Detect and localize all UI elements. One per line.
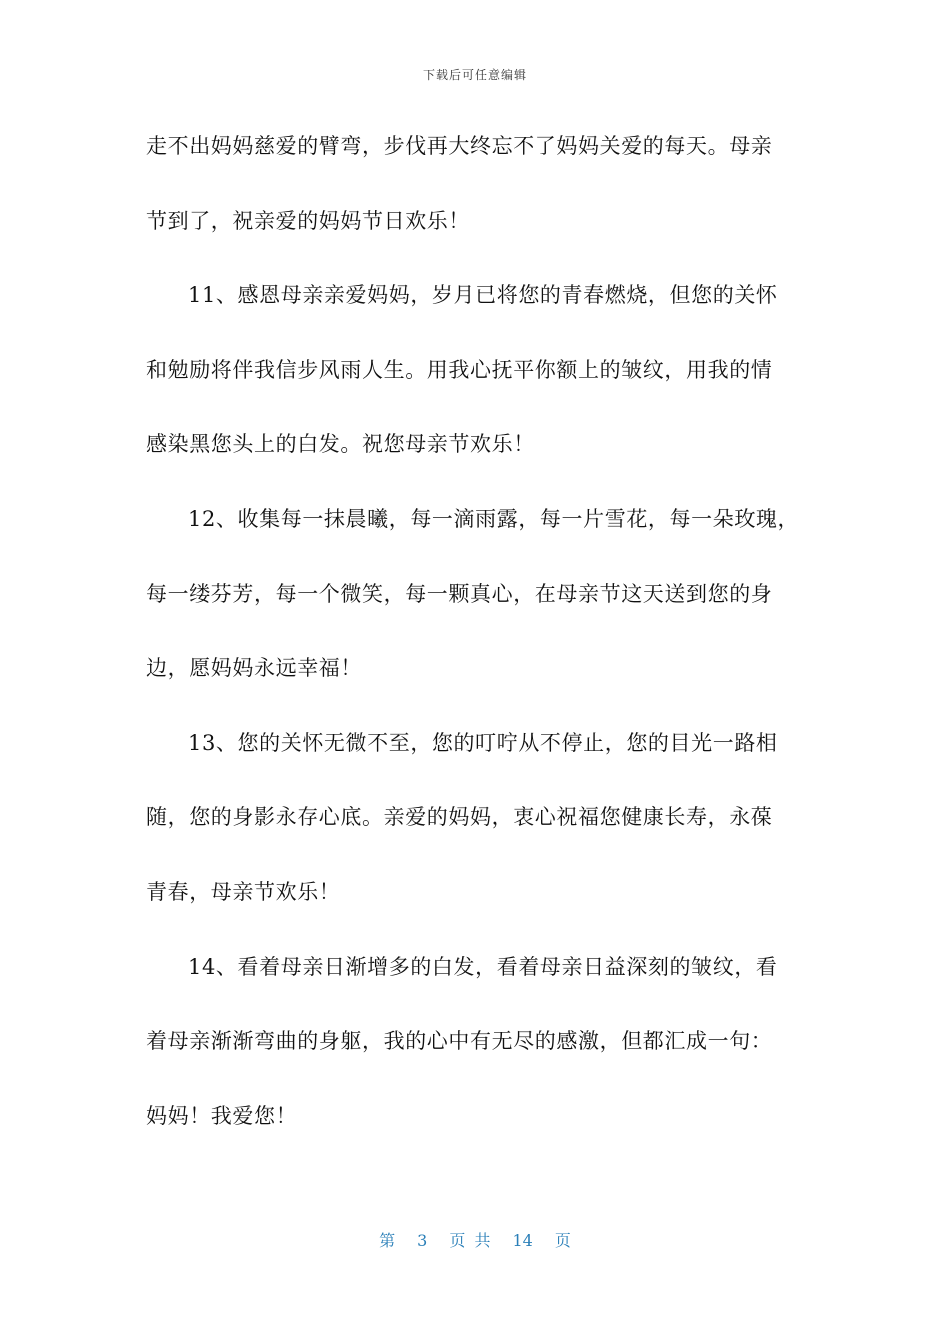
text-line: 节到了，祝亲爱的妈妈节日欢乐！ bbox=[146, 208, 470, 233]
page-footer bbox=[0, 1228, 950, 1251]
paragraph-14-line: 14、看着母亲日渐增多的白发，看着母亲日益深刻的皱纹，看 bbox=[188, 954, 778, 979]
text-line: 感染黑您头上的白发。祝您母亲节欢乐！ bbox=[146, 432, 535, 457]
text-line: 着母亲渐渐弯曲的身躯，我的心中有无尽的感激，但都汇成一句： bbox=[146, 1029, 773, 1054]
total-pages-number: 14 bbox=[512, 1231, 533, 1250]
text-line: 走不出妈妈慈爱的臂弯，步伐再大终忘不了妈妈关爱的每天。母亲 bbox=[146, 134, 773, 158]
text-line: 和勉励将伴我信步风雨人生。用我心抚平你额上的皱纹，用我的情 bbox=[146, 357, 773, 382]
text-line: 每一缕芬芳，每一个微笑，每一颗真心，在母亲节这天送到您的身 bbox=[146, 581, 773, 606]
paragraph-11-line: 11、感恩母亲亲爱妈妈，岁月已将您的青春燃烧，但您的关怀 bbox=[188, 283, 778, 308]
text-line: 妈妈！我爱您！ bbox=[146, 1103, 298, 1128]
footer-suffix: 页 bbox=[554, 1231, 571, 1250]
paragraph-12-line: 12、收集每一抹晨曦，每一滴雨露，每一片雪花，每一朵玫瑰， bbox=[188, 506, 800, 531]
footer-middle: 页 共 bbox=[449, 1231, 491, 1250]
text-line: 边，愿妈妈永远幸福！ bbox=[146, 656, 362, 681]
text-line: 随，您的身影永存心底。亲爱的妈妈，衷心祝福您健康长寿，永葆 bbox=[146, 805, 773, 830]
current-page-number: 3 bbox=[417, 1231, 428, 1250]
paragraph-13-line: 13、您的关怀无微不至，您的叮咛从不停止，您的目光一路相 bbox=[188, 730, 778, 755]
text-line: 青春，母亲节欢乐！ bbox=[146, 879, 341, 904]
page-header: 下载后可任意编辑 bbox=[422, 68, 527, 82]
document-body bbox=[146, 118, 806, 1162]
footer-prefix: 第 bbox=[379, 1231, 396, 1250]
